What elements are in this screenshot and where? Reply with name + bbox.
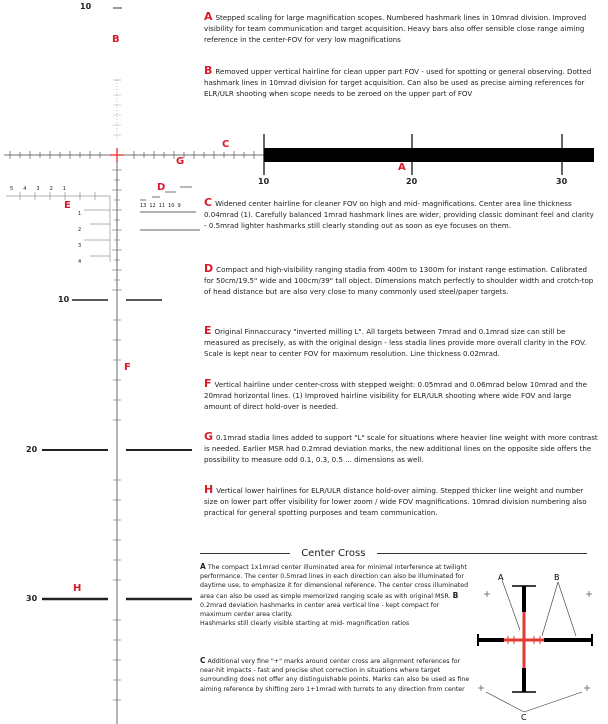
label-20: 20	[26, 445, 38, 454]
paragraph-F: F Vertical hairline under center-cross with stepped weight: 0.05mrad and 0.06mrad below 10mrad and the 20mrad horizontal lines. (1) Improved hairline visibility for ELR/ULR shooting where wide FOV and large amount of direct hold-over is needed.	[204, 377, 588, 411]
center-cross-text-a: A The compact 1x1mrad center illuminated area for minimal interference at twilight performance. The center 0.5mrad lines in each direction can also be illuminated for daytime use, to emphasize it for dimensional reference. The center cross illuminated area can also be used as simple memorized ranging scale as with original MSR. B 0.2mrad deviation hashmarks in center area vertical line - kept compact for maximum center area clarity. Hashmarks still clearly visible starting at mid- magnification ratios	[200, 562, 469, 628]
paragraph-C: C Widened center hairline for cleaner FOV on high and mid- magnifications. Center area line thickness 0.04mrad (1). Carefully balanced 1mrad hashmark lines are wider, providing classic dominant feel and clarity - 0.5mrad lighter hashmarks still clearly standing out as soon as eye focuses on them.	[204, 196, 594, 230]
paragraph-H: H Vertical lower hairlines for ELR/ULR distance hold-over aiming. Stepped thicker line weight and number size on lower part offer visibility for lower zoom / wide FOV magnifications. 10mrad division numbering also practical for general spotting purposes and team communication.	[204, 483, 587, 517]
label-30: 30	[26, 594, 38, 603]
paragraph-D: D Compact and high-visibility ranging stadia from 400m to 1300m for instant range estimation. Calibrated for 50cm/19.5" wide and 100cm/39" tall object. Dimensions match perfectly to shoulder width and crotch-top of head distance but are also very close to many commonly used steel/paper targets.	[204, 262, 594, 296]
letter-C-marker: C	[222, 139, 230, 150]
scale-label-30: 30	[556, 177, 568, 186]
scale-label-10: 10	[258, 177, 270, 186]
letter-D-marker: D	[157, 182, 166, 193]
letter-F-marker: F	[124, 362, 131, 373]
scale-label-20: 20	[406, 177, 418, 186]
diagram-label-C: C	[521, 713, 527, 722]
center-cross-diagram	[474, 570, 604, 722]
label-10: 10	[58, 295, 70, 304]
center-cross-text-c: C Additional very fine "+" marks around center cross are alignment references for near-hit impacts - fast and precise shot correction in situations where target surrounding does not offer any distinguishable points. Marks can also be used as fine aiming reference by shifting zero 1+1mrad with turrets to any direction from center	[200, 656, 470, 693]
paragraph-E: E Original Finnaccuracy "inverted milling L". All targets between 7mrad and 0.1mrad size can still be measured as precisely, as with the original design - less stadia lines provide more overall clarity in the FOV. Scale is kept near to center FOV for maximum resolution. Line thickness 0.02mrad.	[204, 324, 587, 358]
e-vertical-numbers: 1 2 3 4	[78, 211, 82, 265]
diagram-label-B: B	[554, 573, 560, 582]
letter-G-marker: G	[176, 156, 185, 167]
diagram-label-A: A	[498, 573, 504, 582]
letter-E-marker: E	[64, 200, 71, 211]
d-stadia-bottom-numbers: 13 12 11 10 9	[140, 203, 181, 209]
letter-H-marker: H	[73, 583, 82, 594]
paragraph-G: G 0.1mrad stadia lines added to support "L" scale for situations where heavier line weight with more contrast is needed. Earlier MSR had 0.2mrad deviation marks, the new additional lines on the opposite side offers the possibility to measure odd 0.1, 0.3, 0.5 ... dimensions as well.	[204, 430, 598, 464]
paragraph-A: A Stepped scaling for large magnification scopes. Numbered hashmark lines in 10mrad division. Improved visibility for team communication and target acquisition. Heavy bars also offer sensible close range aiming reference in the center-FOV for very low magnifications	[204, 10, 587, 44]
center-cross-title: Center Cross	[200, 548, 598, 559]
top-10-label: 10	[80, 2, 92, 11]
letter-A-marker: A	[398, 162, 406, 173]
paragraph-B: B Removed upper vertical hairline for clean upper part FOV - used for spotting or general observing. Dotted hashmark lines in 10mrad division for target acquisition. Can also be used as precise aiming references for ELR/ULR shooting when scope needs to be zeroed on the upper part of FOV	[204, 64, 592, 98]
e-scale-numbers: 5 4 3 2 1	[10, 186, 66, 192]
letter-B-marker: B	[112, 34, 120, 45]
